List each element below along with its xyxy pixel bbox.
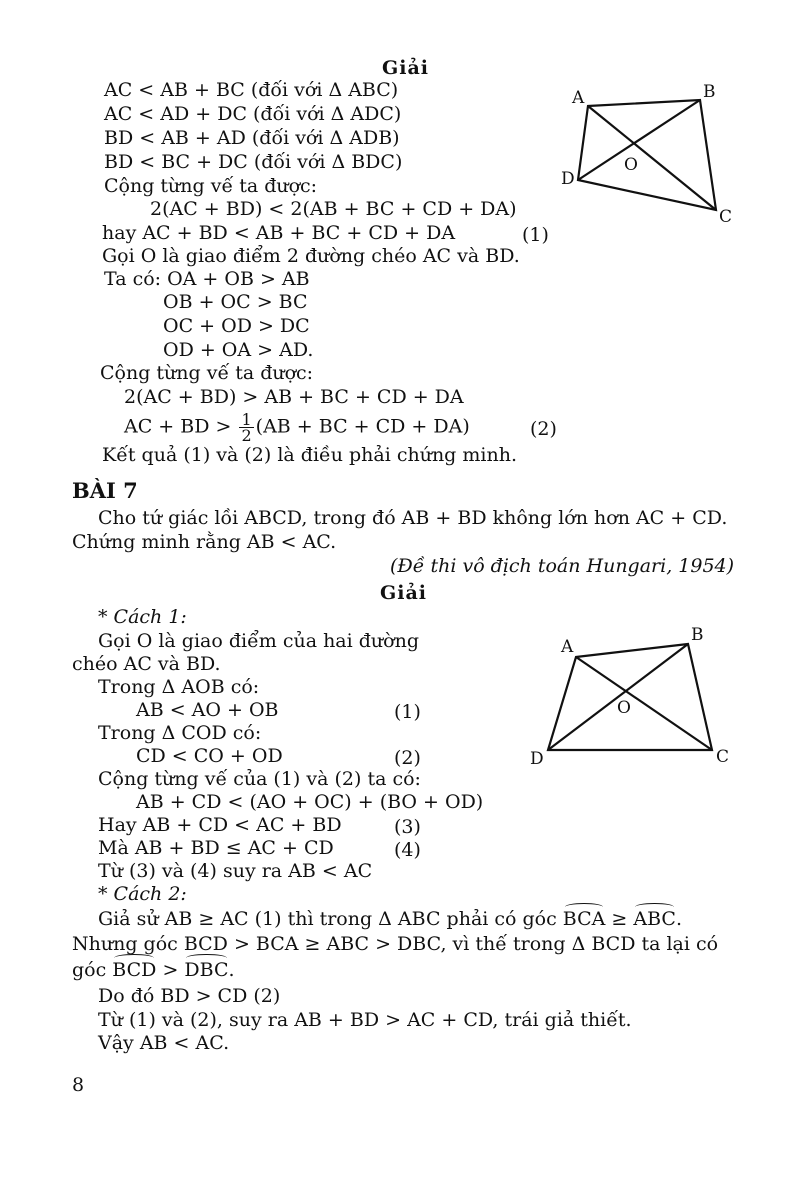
- method-2-line-6: Vậy AB < AC.: [98, 1032, 230, 1054]
- triangle-ineq-ocd: OC + OD > DC: [163, 315, 310, 337]
- label-b-2: B: [691, 625, 704, 645]
- ineq-left: AC + BD >: [124, 415, 232, 438]
- method-1-line-1: Gọi O là giao điểm của hai đường: [98, 630, 419, 652]
- triangle-ineq-oab: Ta có: OA + OB > AB: [104, 268, 310, 290]
- equation-ref-2: (2): [530, 418, 557, 440]
- method-2-line-2: Nhưng góc BCD > BCA ≥ ABC > DBC, vì thế trong Δ BCD ta lại có: [72, 933, 719, 955]
- method-1-label: * Cách 1:: [98, 606, 187, 628]
- method-1-line-10: Mà AB + BD ≤ AC + CD: [98, 837, 334, 859]
- label-a-2: A: [561, 637, 574, 657]
- m2l1-text: Giả sử AB ≥ AC (1) thì trong Δ ABC phải có góc: [98, 908, 557, 930]
- sum-inequality: 2(AC + BD) < 2(AB + BC + CD + DA): [150, 198, 517, 220]
- problem-statement-2: Chứng minh rằng AB < AC.: [72, 531, 337, 553]
- triangle-ineq-oda: OD + OA > AD.: [163, 339, 314, 361]
- label-d-1: D: [561, 169, 575, 189]
- solution-title-2: Giải: [380, 582, 427, 604]
- label-o-2: O: [617, 698, 631, 718]
- method-2-line-4: Do đó BD > CD (2): [98, 985, 281, 1007]
- m2l3-text: góc: [72, 959, 107, 981]
- ineq-right: (AB + BC + CD + DA): [255, 415, 470, 438]
- label-o-1: O: [624, 155, 638, 175]
- method-1-ref-1: (1): [394, 701, 421, 723]
- result-inequality-1: hay AC + BD < AB + BC + CD + DA: [102, 222, 456, 244]
- exercise-heading: BÀI 7: [72, 478, 138, 503]
- problem-source: (Đề thi vô địch toán Hungari, 1954): [390, 555, 735, 577]
- solution-title: Giải: [382, 57, 429, 79]
- method-1-line-8: AB + CD < (AO + OC) + (BO + OD): [136, 791, 484, 813]
- triangle-ineq-obc: OB + OC > BC: [163, 291, 308, 313]
- label-c-2: C: [716, 747, 730, 767]
- method-1-line-7: Cộng từng vế của (1) và (2) ta có:: [98, 768, 421, 790]
- m2l1-dot: .: [675, 908, 683, 930]
- method-1-ref-3: (3): [394, 816, 421, 838]
- inequality-bd-adb: BD < AB + AD (đối với Δ ADB): [104, 127, 400, 149]
- angle-bca: BCA: [562, 908, 606, 930]
- method-1-line-6: CD < CO + OD: [136, 745, 283, 767]
- m2l3-dot: .: [228, 959, 235, 981]
- diagonal-bd-2: [548, 644, 688, 750]
- fraction-numerator: 1: [241, 410, 252, 429]
- label-a-1: A: [572, 88, 585, 108]
- m2l1-geq: ≥: [611, 908, 628, 930]
- method-2-line-5: Từ (1) và (2), suy ra AB + BD > AC + CD, trái giả thiết.: [98, 1009, 632, 1031]
- diagonal-ac-2: [576, 657, 712, 750]
- method-1-line-9: Hay AB + CD < AC + BD: [98, 814, 342, 836]
- m2l3-gt: >: [162, 959, 179, 981]
- method-1-line-2: chéo AC và BD.: [72, 653, 221, 675]
- inequality-bd-bdc: BD < BC + DC (đối với Δ BDC): [104, 151, 403, 173]
- add-sides-text-2: Cộng từng vế ta được:: [100, 362, 314, 384]
- method-2-label: * Cách 2:: [98, 883, 187, 905]
- conclusion-text: Kết quả (1) và (2) là điều phải chứng minh.: [102, 444, 517, 466]
- angle-bcd: BCD: [112, 959, 157, 981]
- add-sides-text: Cộng từng vế ta được:: [104, 175, 318, 197]
- sum-inequality-2: 2(AC + BD) > AB + BC + CD + DA: [124, 386, 464, 408]
- method-1-line-11: Từ (3) và (4) suy ra AB < AC: [98, 860, 373, 882]
- method-1-line-5: Trong Δ COD có:: [98, 722, 262, 744]
- method-1-line-3: Trong Δ AOB có:: [98, 676, 260, 698]
- intersection-text: Gọi O là giao điểm 2 đường chéo AC và BD.: [102, 245, 520, 267]
- label-c-1: C: [719, 207, 733, 227]
- fraction-denominator: 2: [241, 426, 252, 445]
- equation-ref-1: (1): [522, 224, 549, 246]
- page-number: 8: [72, 1074, 85, 1096]
- problem-statement-1: Cho tứ giác lồi ABCD, trong đó AB + BD không lớn hơn AC + CD.: [98, 507, 728, 529]
- inequality-ac-abc: AC < AB + BC (đối với Δ ABC): [104, 79, 399, 101]
- method-1-line-4: AB < AO + OB: [136, 699, 279, 721]
- label-b-1: B: [703, 82, 716, 102]
- method-1-ref-4: (4): [394, 839, 421, 861]
- angle-dbc: DBC: [184, 959, 229, 981]
- method-1-ref-2: (2): [394, 747, 421, 769]
- label-d-2: D: [530, 749, 544, 769]
- inequality-ac-adc: AC < AD + DC (đối với Δ ADC): [104, 103, 402, 125]
- angle-abc: ABC: [633, 908, 676, 930]
